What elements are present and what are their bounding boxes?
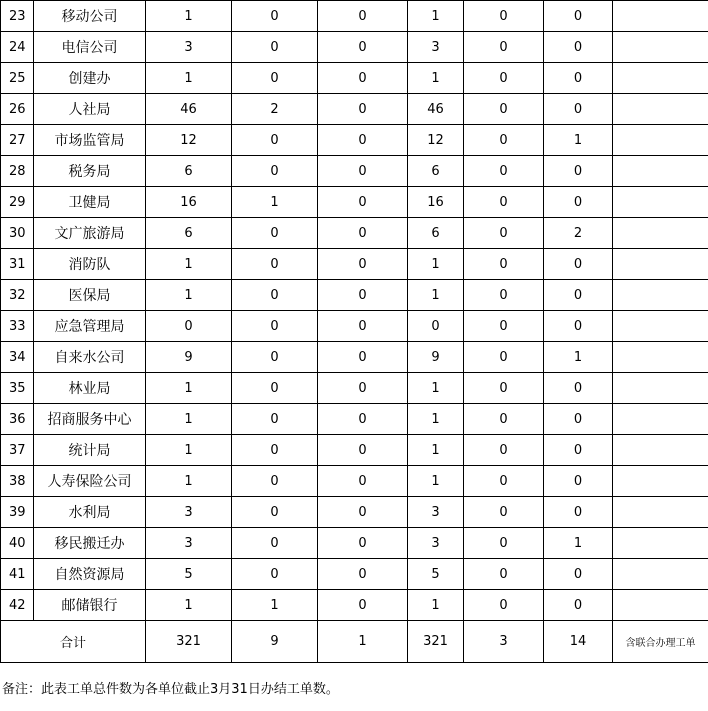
cell-c2: 0 [232, 466, 318, 497]
cell-c2: 0 [232, 280, 318, 311]
cell-c1: 1 [146, 249, 232, 280]
cell-c7 [613, 373, 708, 404]
cell-no: 34 [1, 342, 34, 373]
total-c6: 14 [544, 621, 613, 663]
cell-c1: 5 [146, 559, 232, 590]
cell-c7 [613, 404, 708, 435]
cell-c1: 1 [146, 466, 232, 497]
table-row [1, 187, 708, 218]
table-row [1, 435, 708, 466]
cell-no: 31 [1, 249, 34, 280]
table-row [1, 497, 708, 528]
cell-no: 27 [1, 125, 34, 156]
cell-c1: 1 [146, 1, 232, 32]
cell-c6: 0 [544, 156, 613, 187]
table-row [1, 404, 708, 435]
cell-c1: 1 [146, 404, 232, 435]
cell-c2: 0 [232, 373, 318, 404]
cell-c6: 0 [544, 559, 613, 590]
table-row [1, 311, 708, 342]
cell-c5: 0 [464, 187, 544, 218]
cell-c2: 0 [232, 342, 318, 373]
cell-c3: 0 [318, 559, 408, 590]
total-c2: 9 [232, 621, 318, 663]
table-row [1, 1, 708, 32]
total-row [1, 621, 708, 663]
cell-c7 [613, 1, 708, 32]
cell-no: 26 [1, 94, 34, 125]
cell-c6: 0 [544, 466, 613, 497]
cell-c7 [613, 559, 708, 590]
cell-no: 41 [1, 559, 34, 590]
cell-c5: 0 [464, 342, 544, 373]
cell-no: 38 [1, 466, 34, 497]
cell-c1: 9 [146, 342, 232, 373]
cell-no: 35 [1, 373, 34, 404]
cell-no: 25 [1, 63, 34, 94]
cell-c6: 0 [544, 32, 613, 63]
cell-c4: 16 [408, 187, 464, 218]
cell-c3: 0 [318, 218, 408, 249]
cell-c7 [613, 249, 708, 280]
cell-c4: 5 [408, 559, 464, 590]
cell-c5: 0 [464, 466, 544, 497]
cell-c4: 1 [408, 280, 464, 311]
cell-c7 [613, 528, 708, 559]
cell-c5: 0 [464, 404, 544, 435]
cell-no: 23 [1, 1, 34, 32]
cell-c4: 6 [408, 156, 464, 187]
cell-c3: 0 [318, 187, 408, 218]
cell-c6: 1 [544, 528, 613, 559]
cell-c1: 6 [146, 218, 232, 249]
cell-no: 24 [1, 32, 34, 63]
cell-c1: 3 [146, 528, 232, 559]
cell-c5: 0 [464, 125, 544, 156]
cell-c6: 0 [544, 404, 613, 435]
cell-c3: 0 [318, 435, 408, 466]
cell-c4: 1 [408, 373, 464, 404]
cell-c7 [613, 218, 708, 249]
cell-c2: 0 [232, 1, 318, 32]
cell-c5: 0 [464, 94, 544, 125]
cell-c5: 0 [464, 218, 544, 249]
cell-c2: 0 [232, 311, 318, 342]
cell-c3: 0 [318, 156, 408, 187]
cell-unit: 税务局 [34, 156, 146, 187]
cell-c2: 2 [232, 94, 318, 125]
cell-c4: 46 [408, 94, 464, 125]
cell-c7 [613, 497, 708, 528]
cell-c5: 0 [464, 32, 544, 63]
cell-c2: 0 [232, 528, 318, 559]
cell-unit: 电信公司 [34, 32, 146, 63]
cell-unit: 招商服务中心 [34, 404, 146, 435]
cell-c7 [613, 311, 708, 342]
cell-c5: 0 [464, 497, 544, 528]
cell-c7 [613, 156, 708, 187]
cell-c2: 1 [232, 590, 318, 621]
cell-c3: 0 [318, 280, 408, 311]
cell-c2: 0 [232, 404, 318, 435]
cell-c4: 1 [408, 466, 464, 497]
cell-c4: 6 [408, 218, 464, 249]
cell-c6: 0 [544, 1, 613, 32]
cell-c3: 0 [318, 528, 408, 559]
cell-c3: 0 [318, 373, 408, 404]
cell-unit: 人寿保险公司 [34, 466, 146, 497]
cell-unit: 卫健局 [34, 187, 146, 218]
cell-c7 [613, 125, 708, 156]
cell-c4: 1 [408, 435, 464, 466]
cell-c7 [613, 435, 708, 466]
table-row [1, 528, 708, 559]
cell-no: 29 [1, 187, 34, 218]
cell-c6: 0 [544, 187, 613, 218]
cell-c3: 0 [318, 1, 408, 32]
cell-c4: 1 [408, 404, 464, 435]
cell-c3: 0 [318, 466, 408, 497]
cell-c4: 3 [408, 528, 464, 559]
cell-c4: 1 [408, 63, 464, 94]
cell-c4: 9 [408, 342, 464, 373]
table-row [1, 32, 708, 63]
cell-c6: 0 [544, 590, 613, 621]
cell-c1: 12 [146, 125, 232, 156]
cell-no: 40 [1, 528, 34, 559]
cell-no: 30 [1, 218, 34, 249]
cell-no: 39 [1, 497, 34, 528]
cell-c3: 0 [318, 63, 408, 94]
cell-c3: 0 [318, 32, 408, 63]
cell-c6: 2 [544, 218, 613, 249]
cell-c1: 16 [146, 187, 232, 218]
cell-c3: 0 [318, 94, 408, 125]
cell-c1: 1 [146, 373, 232, 404]
cell-c2: 0 [232, 32, 318, 63]
cell-no: 37 [1, 435, 34, 466]
cell-c6: 0 [544, 249, 613, 280]
cell-c1: 6 [146, 156, 232, 187]
cell-c3: 0 [318, 590, 408, 621]
cell-c5: 0 [464, 435, 544, 466]
cell-c3: 0 [318, 497, 408, 528]
cell-unit: 创建办 [34, 63, 146, 94]
cell-c1: 46 [146, 94, 232, 125]
cell-no: 42 [1, 590, 34, 621]
cell-c2: 1 [232, 187, 318, 218]
cell-c5: 0 [464, 528, 544, 559]
cell-c3: 0 [318, 249, 408, 280]
cell-c6: 0 [544, 94, 613, 125]
cell-c5: 0 [464, 1, 544, 32]
cell-c2: 0 [232, 249, 318, 280]
cell-c6: 0 [544, 497, 613, 528]
cell-c1: 0 [146, 311, 232, 342]
table-row [1, 249, 708, 280]
cell-c4: 0 [408, 311, 464, 342]
cell-c5: 0 [464, 373, 544, 404]
cell-c7 [613, 187, 708, 218]
cell-c3: 0 [318, 311, 408, 342]
cell-c7 [613, 590, 708, 621]
table-row [1, 342, 708, 373]
cell-c7 [613, 32, 708, 63]
table-row [1, 94, 708, 125]
cell-c5: 0 [464, 590, 544, 621]
cell-c1: 1 [146, 63, 232, 94]
cell-unit: 人社局 [34, 94, 146, 125]
cell-c4: 12 [408, 125, 464, 156]
table-row [1, 466, 708, 497]
footer-note: 备注：此表工单总件数为各单位截止3月31日办结工单数。 [2, 682, 339, 697]
cell-unit: 统计局 [34, 435, 146, 466]
table-row [1, 590, 708, 621]
cell-c2: 0 [232, 125, 318, 156]
cell-c4: 3 [408, 497, 464, 528]
cell-c4: 1 [408, 590, 464, 621]
cell-c4: 1 [408, 1, 464, 32]
cell-c6: 0 [544, 435, 613, 466]
cell-c5: 0 [464, 311, 544, 342]
cell-c2: 0 [232, 218, 318, 249]
cell-unit: 自来水公司 [34, 342, 146, 373]
total-note: 含联合办理工单 [613, 621, 708, 663]
table-row [1, 218, 708, 249]
total-c3: 1 [318, 621, 408, 663]
cell-unit: 移动公司 [34, 1, 146, 32]
cell-c5: 0 [464, 156, 544, 187]
cell-unit: 移民搬迁办 [34, 528, 146, 559]
cell-no: 28 [1, 156, 34, 187]
cell-unit: 消防队 [34, 249, 146, 280]
cell-c1: 1 [146, 435, 232, 466]
cell-unit: 邮储银行 [34, 590, 146, 621]
table-row [1, 280, 708, 311]
cell-c6: 0 [544, 311, 613, 342]
table-row [1, 125, 708, 156]
cell-c2: 0 [232, 63, 318, 94]
table-row [1, 559, 708, 590]
table-row [1, 373, 708, 404]
cell-c5: 0 [464, 559, 544, 590]
cell-c3: 0 [318, 404, 408, 435]
cell-unit: 应急管理局 [34, 311, 146, 342]
cell-c7 [613, 466, 708, 497]
cell-c2: 0 [232, 156, 318, 187]
cell-c5: 0 [464, 280, 544, 311]
cell-c7 [613, 94, 708, 125]
cell-c1: 3 [146, 32, 232, 63]
cell-unit: 水利局 [34, 497, 146, 528]
cell-unit: 林业局 [34, 373, 146, 404]
cell-c4: 3 [408, 32, 464, 63]
table-row [1, 156, 708, 187]
cell-c1: 1 [146, 590, 232, 621]
total-c4: 321 [408, 621, 464, 663]
total-c1: 321 [146, 621, 232, 663]
cell-c4: 1 [408, 249, 464, 280]
cell-no: 32 [1, 280, 34, 311]
cell-no: 33 [1, 311, 34, 342]
cell-unit: 医保局 [34, 280, 146, 311]
cell-c1: 1 [146, 280, 232, 311]
cell-unit: 市场监管局 [34, 125, 146, 156]
cell-c2: 0 [232, 435, 318, 466]
cell-c7 [613, 63, 708, 94]
table-row [1, 63, 708, 94]
total-label: 合计 [1, 621, 146, 663]
cell-unit: 自然资源局 [34, 559, 146, 590]
cell-c2: 0 [232, 559, 318, 590]
cell-unit: 文广旅游局 [34, 218, 146, 249]
cell-c6: 0 [544, 373, 613, 404]
total-c5: 3 [464, 621, 544, 663]
cell-c5: 0 [464, 249, 544, 280]
cell-c1: 3 [146, 497, 232, 528]
cell-c2: 0 [232, 497, 318, 528]
cell-c7 [613, 342, 708, 373]
cell-no: 36 [1, 404, 34, 435]
cell-c6: 0 [544, 280, 613, 311]
cell-c6: 1 [544, 342, 613, 373]
cell-c7 [613, 280, 708, 311]
cell-c6: 0 [544, 63, 613, 94]
cell-c3: 0 [318, 342, 408, 373]
cell-c5: 0 [464, 63, 544, 94]
cell-c3: 0 [318, 125, 408, 156]
cell-c6: 1 [544, 125, 613, 156]
